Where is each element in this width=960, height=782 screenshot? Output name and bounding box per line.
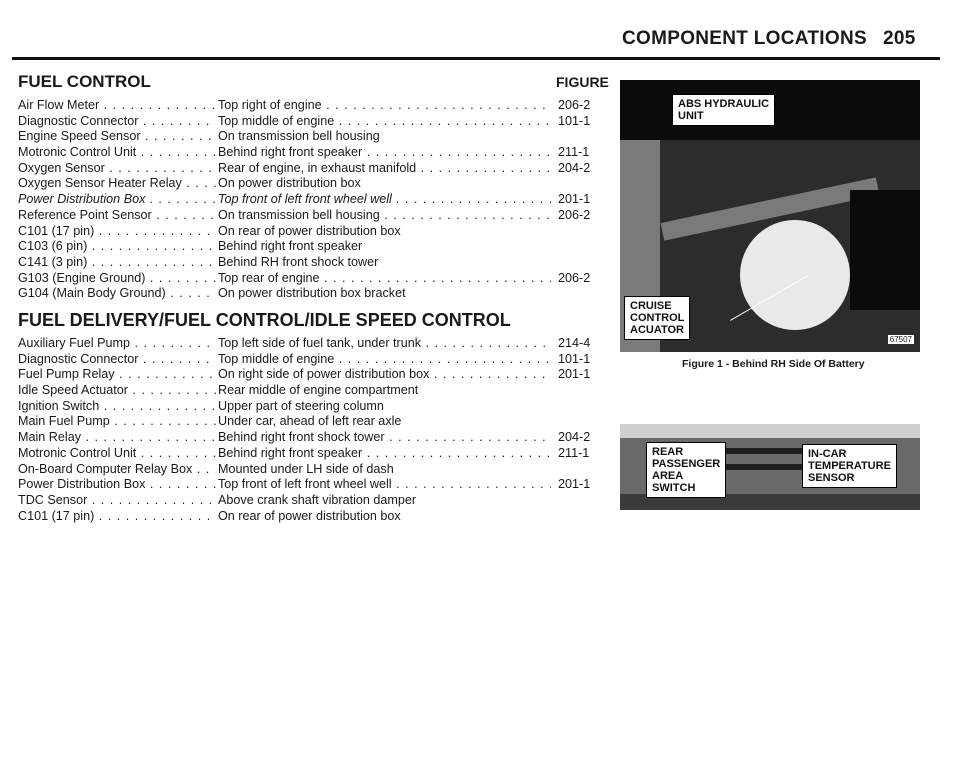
page-header	[622, 28, 916, 50]
component-row	[18, 98, 600, 114]
component-row	[18, 114, 600, 130]
component-name: Power Distribution Box . . .	[18, 192, 216, 208]
component-name: Diagnostic Connector . . .	[18, 114, 216, 130]
component-row	[18, 239, 600, 255]
header-title: COMPONENT LOCATIONS	[622, 28, 867, 49]
component-location: Top front of left front wheel well . . .	[218, 477, 551, 493]
figure-reference: 201-1	[558, 192, 591, 207]
component-name: Engine Speed Sensor . . .	[18, 129, 216, 145]
fuel-control-list	[18, 98, 600, 302]
component-row	[18, 477, 600, 493]
component-location: Mounted under LH side of dash	[218, 461, 394, 476]
component-name: Oxygen Sensor . . .	[18, 161, 216, 177]
figure-reference: 201-1	[558, 477, 591, 492]
figure-2-photo	[620, 424, 920, 510]
component-name: Air Flow Meter . . .	[18, 98, 216, 114]
component-location: Upper part of steering column	[218, 398, 384, 413]
cruise-control-actuator-callout: CRUISE CONTROL ACUATOR	[624, 296, 690, 340]
component-location: On right side of power distribution box . . .	[218, 367, 551, 383]
figure-reference: 206-2	[558, 207, 591, 222]
fuel-delivery-title: FUEL DELIVERY/FUEL CONTROL/IDLE SPEED CONTROL	[18, 310, 511, 330]
component-name: Auxiliary Fuel Pump . . .	[18, 336, 216, 352]
component-location: On power distribution box	[218, 176, 361, 191]
photo-code: 67507	[889, 335, 912, 344]
component-row	[18, 271, 600, 287]
component-location: Top left side of fuel tank, under trunk . . .	[218, 336, 551, 352]
component-row	[18, 255, 600, 271]
component-location: Rear of engine, in exhaust manifold . . .	[218, 161, 551, 177]
component-location: Top right of engine . . .	[218, 98, 551, 114]
figure-reference: 206-2	[558, 98, 591, 112]
fuel-control-title: FUEL CONTROL	[18, 72, 151, 91]
figure-1-caption: Figure 1 - Behind RH Side Of Battery	[682, 358, 865, 370]
component-row	[18, 145, 600, 161]
component-name: G103 (Engine Ground) . . .	[18, 271, 216, 287]
component-row	[18, 176, 600, 192]
component-name: Fuel Pump Relay . . .	[18, 367, 216, 383]
component-name: Idle Speed Actuator . . .	[18, 383, 216, 399]
component-name: Diagnostic Connector . . .	[18, 352, 216, 368]
figure-reference: 204-2	[558, 430, 591, 445]
component-row	[18, 430, 600, 446]
component-location: Behind right front speaker . . .	[218, 145, 551, 161]
component-location: On transmission bell housing	[218, 129, 380, 144]
component-name: Power Distribution Box . . .	[18, 477, 216, 493]
component-name: Ignition Switch . . .	[18, 399, 216, 415]
component-row	[18, 224, 600, 240]
component-row	[18, 414, 600, 430]
component-row	[18, 446, 600, 462]
figure-reference: 211-1	[558, 145, 590, 160]
component-row	[18, 129, 600, 145]
component-row	[18, 336, 600, 352]
component-name: G104 (Main Body Ground) . . .	[18, 286, 216, 302]
figure-reference: 201-1	[558, 367, 591, 382]
component-name: TDC Sensor . . .	[18, 493, 216, 509]
component-name: Motronic Control Unit . . .	[18, 446, 216, 462]
component-name: Main Fuel Pump . . .	[18, 414, 216, 430]
component-location: On power distribution box bracket	[218, 286, 406, 301]
component-name: C101 (17 pin) . . .	[18, 509, 216, 525]
figure-reference: 214-4	[558, 336, 591, 350]
component-name: C141 (3 pin) . . .	[18, 255, 216, 271]
component-row	[18, 493, 600, 509]
rear-passenger-area-switch-callout: REAR PASSENGER AREA SWITCH	[646, 442, 726, 498]
page-number: 205	[882, 28, 916, 49]
component-location: Rear middle of engine compartment	[218, 383, 419, 398]
component-name: C101 (17 pin) . . .	[18, 224, 216, 240]
component-row	[18, 208, 600, 224]
component-name: C103 (6 pin) . . .	[18, 239, 216, 255]
component-row	[18, 286, 600, 302]
component-location: On rear of power distribution box	[218, 508, 401, 523]
component-location: Behind right front shock tower . . .	[218, 430, 551, 446]
component-row	[18, 352, 600, 368]
component-location: Above crank shaft vibration damper	[218, 492, 417, 507]
component-location: Under car, ahead of left rear axle	[218, 414, 402, 429]
abs-hydraulic-unit-callout: ABS HYDRAULIC UNIT	[672, 94, 775, 126]
component-name: Reference Point Sensor . . .	[18, 208, 216, 224]
component-location: Top rear of engine . . .	[218, 271, 551, 287]
component-location: Top middle of engine . . .	[218, 114, 551, 130]
figure-reference: 206-2	[558, 270, 591, 285]
fuel-delivery-list	[18, 336, 600, 524]
component-row	[18, 399, 600, 415]
figure-1-photo	[620, 80, 920, 352]
figure-column-header: FIGURE	[556, 74, 609, 90]
component-location: On transmission bell housing . . .	[218, 208, 551, 224]
component-location: Behind right front speaker	[218, 239, 363, 254]
component-name: Motronic Control Unit . . .	[18, 145, 216, 161]
figure-reference: 211-1	[558, 445, 590, 460]
component-location: Top middle of engine . . .	[218, 352, 551, 368]
component-row	[18, 383, 600, 399]
in-car-temperature-sensor-callout: IN-CAR TEMPERATURE SENSOR	[802, 444, 897, 488]
component-name: Main Relay . . .	[18, 430, 216, 446]
component-row	[18, 192, 600, 208]
component-row	[18, 161, 600, 177]
component-row	[18, 462, 600, 478]
component-location: Behind RH front shock tower	[218, 254, 379, 269]
figure-reference: 204-2	[558, 160, 591, 175]
component-location: Behind right front speaker . . .	[218, 446, 551, 462]
component-row	[18, 367, 600, 383]
component-location: On rear of power distribution box	[218, 223, 401, 238]
component-name: Oxygen Sensor Heater Relay . . .	[18, 176, 216, 192]
component-name: On-Board Computer Relay Box . . .	[18, 462, 216, 478]
figure-reference: 101-1	[558, 113, 591, 128]
component-location: Top front of left front wheel well . . .	[218, 192, 551, 208]
header-rule	[12, 57, 940, 60]
figure-reference: 101-1	[558, 351, 591, 366]
component-row	[18, 509, 600, 525]
